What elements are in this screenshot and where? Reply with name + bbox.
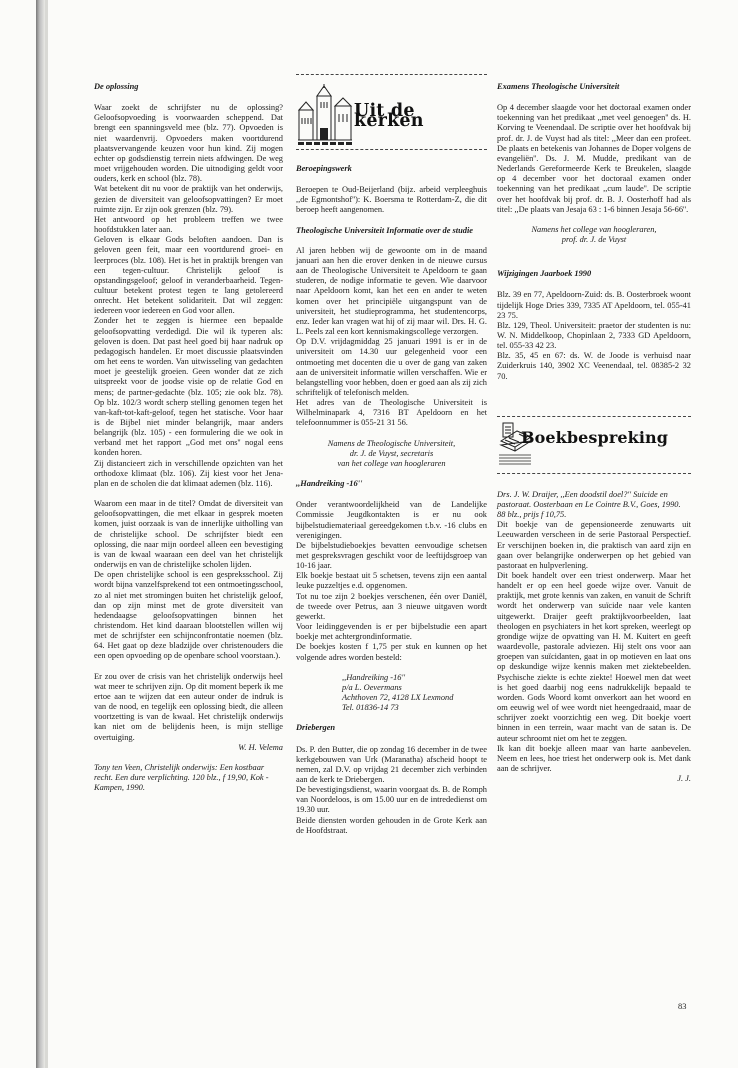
paragraph: Waarom een maar in de titel? Omdat de diversiteit van geloofsopvattingen, die met elkaar in gesprek moeten komen, juist oorzaak is van de innerlijke uitholling van de christelijke school. De schrijfster biedt een oplossing, die naar mijn oordeel alleen een bevestiging is van de kwaal waaraan een deel van het christelijk onderwijs en van de christelijke scholen lijden. [94,499,283,570]
paragraph: Op 4 december slaagde voor het doctoraal examen onder toekenning van het predikaat ,,met veel genoegen'' ds. H. Korving te Veenendaal. De scriptie over het hoofdvak bij prof. dr. J. de Vuyst had als titel: ,,Meer dan een profeet. De plaats en betekenis van Johannes de Doper volgens de evangeliën''. Ds. J. M. Mudde, predikant van de Nederlands Gereformeerde Kerk te Breukelen, slaagde op 4 december voor het doctoraal examen onder toekenning van het predikaat ,,cum laude''. De scriptie over het hoofdvak bij prof. dr. B. J. Oosterhoff had als titel: ,,De plaats van Jesaja 63 : 1-6 binnen Jesaja 56-66''. [497,103,691,214]
column-left [94,82,283,793]
paragraph: Het adres van de Theologische Universiteit is Wilhelminapark 4, 7316 BT Apeldoorn en het telefoonnummer is 055-21 31 56. [296,398,487,428]
paragraph: Ds. P. den Butter, die op zondag 16 december in de twee kerkgebouwen van Urk (Maranatha) afscheid hoopt te nemen, zal D.V. op vrijdag 21 december zich verbinden aan de kerk te Driebergen. [296,744,487,784]
dashed-divider [296,74,487,75]
address-line: ,,Handreiking -16'' [342,672,406,682]
paragraph: De bijbelstudieboekjes bevatten eenvoudige schetsen met gespreksvragen geschikt voor de leeftijdsgroep van 10-16 jaar. [296,540,487,571]
paragraph: Geloven is elkaar Gods beloften aandoen. Dan is geloven geen feit, maar een voortdurend groei- en leerproces (blz. 108). Het is het in praktijk brengen van een tegen-cultuur. Christelijk geloof is opstandingsgeloof; geloof in veranderbaarheid. Tegen-cultuur betekent protest tegen te lang getolereerd onrecht. Het betekent solidariteit. Dat wil zeggen: iedereen voor iedereen en God voor allen. [94,235,283,316]
binding-edge [45,0,48,1068]
section-heading-examens: Examens Theologische Universiteit [497,82,620,91]
column-middle [296,74,487,836]
paragraph: Waar zoekt de schrijfster nu de oplossing? Geloofsopvoeding is voorwaarden scheppend. Dat brengt een spanningsveld mee (blz. 77). Opvoeden is niet waardenvrij. Opvoeders maken voortdurend plaatsvervangende keuzen voor hun kind. Zij mogen echter op godsdienstig terrein niets afdwingen. De weg moet vrijgehouden worden. Die uitnodiging geldt voor ouders, kerk en school (blz. 78). [94,103,283,184]
paragraph: Dit boek handelt over een triest onderwerp. Maar het handelt er op een heel goede wijze over. Vanuit de praktijk, met grote kennis van zaken, en vanuit de Schrift wordt het onderwerp van suïcide naar vele kanten uitgewerkt. Draijer geeft praktijkvoorbeelden, laat theologen en psychiaters in het kort spreken, weerlegt op grondige wijze de opvatting van H. M. Kuitert en geeft waardevolle, pastorale adviezen. Hij stelt ons voor aan groepen van suïcidanten, gaat in op motieven en laat ons op deskundige wijze kennis maken met ziektebeelden. Psychische ziekte is echte ziekte! Hoewel men dat weet is het goed daarbij nog eens nadrukkelijk bepaald te worden. Gods Woord komt onverkort aan het woord en om eeuwig wel of wee wordt niet heengedraaid, maar de schrijver zoekt voorzichtig een weg. Dit boekje voert binnen in een terrein, waar macht van de satan is. De auteur schroomt niet om het te zeggen. [497,571,691,743]
paragraph: De bevestigingsdienst, waarin voorgaat ds. B. de Romph van Noordeloos, is om 15.00 uur en de intrededienst om 19.30 uur. [296,785,487,815]
section-heading-theologische-universiteit: Theologische Universiteit Informatie over de studie [296,225,474,235]
paragraph: De open christelijke school is een gespreksschool. Zij wordt bijna vanzelfsprekend tot een ontmoetingsschool, zo al niet met stromingen buiten het christelijk geloof, dan op zijn minst met de grote diversiteit van hedendaagse geloofsopvattingen binnen het christendom. Het kind daaraan blootstellen willen wij met de schrijfster een schijnconfrontatie noemen (blz. 64. Het gaat op deze bladzijde over christenouders die een open opvoeding op de openbare school voorstaan.). [94,570,283,661]
section-heading-handreiking: ,,Handreiking -16'' [296,479,363,489]
paragraph: De boekjes kosten f 1,75 per stuk en kunnen op het volgende adres worden besteld: [296,642,487,662]
column-right [497,82,691,784]
address-line: Achthoven 72, 4128 LX Lexmond [342,693,454,703]
author-signature: W. H. Velema [238,742,283,752]
signature-line: Namens het college van hoogleraren, [531,224,657,234]
paragraph: Er zou over de crisis van het christelijk onderwijs heel wat meer te schrijven zijn. Op dit moment beperk ik me ertoe aan te wijzen dat een auteur onder de indruk is van de nood, en tegelijk een oplossing biedt, die alleen voortzetting is van de kwaal. Het christelijk onderwijs kan niet om de belijdenis heen, is mijn stellige overtuiging. [94,671,283,742]
paragraph: Ik kan dit boekje alleen maar van harte aanbevelen. Neem en lees, hoe triest het onderwerp ook is. Met dank aan de schrijver. [497,743,691,773]
paragraph: Wat betekent dit nu voor de praktijk van het onderwijs, gezien de diversiteit van geloofsopvattingen? Er moet ruimte zijn. Er zijn ook grenzen (blz. 79). [94,184,283,214]
address-line: Tel. 01836-14 73 [342,703,399,713]
paragraph: Voor leidinggevenden is er per bijbelstudie een apart boekje met achtergrondinformatie. [296,622,487,642]
church-icon [296,84,354,146]
section-heading-de-oplossing: De oplossing [94,82,139,91]
review-signature: J. J. [677,774,691,784]
signature-line: van het college van hoogleraren [337,458,446,468]
review-book-reference: Drs. J. W. Draijer, ,,Een doodstil doel?'' Suicide en pastoraat. Oosterbaan en Le Cointre B.V., Goes, 1990. 88 blz., prijs f 10,75. [497,489,681,520]
uit-de-kerken-title: Uit de kerken [354,101,424,132]
paragraph: Dit boekje van de gepensioneerde zenuwarts uit Leeuwarden verscheen in de serie Pastoraal Perspectief. Er verschijnen boeken in, die praktisch van aard zijn en gaan over belangrijke onderwerpen op het gebied van pastoraat en hulpverlening. [497,520,691,570]
paragraph: Beide diensten worden gehouden in de Grote Kerk aan de Hoofdstraat. [296,815,487,835]
address-line: p/a L. Oevermans [342,682,402,692]
paragraph: Op D.V. vrijdagmiddag 25 januari 1991 is er in de universiteit om 14.30 uur gelegenheid voor een ontmoeting met docenten die u over de gang van zaken aan de universiteit informatie willen verschaffen. Wie er belangstelling voor hebben, doen er goed aan als zij zich schriftelijk of telefonisch melden. [296,337,487,397]
paragraph: Zonder het te zeggen is hiermee een bepaalde geloofsopvatting verdedigd. Die wil ik typeren als: geloven is doen. Dat past heel goed bij haar nadruk op pedagogisch handelen. Er moet discussie plaatsvinden om het eens te worden. Van uitwisseling van gedachten moet je geestelijk groeien. Geen wonder dat ze zich uitspreekt voor de joodse visie op de relatie God en mens; de partner-gedachte (blz. 105; zie ook blz. 78). Op blz. 102/3 wordt scherp stelling genomen tegen het van-kaft-tot-kaft-geloof, tegen het statische. Voor haar is de Bijbel niet minder belangrijk, maar anders belangrijk (blz. 105) - een formulering die we ook in verband met het rapport ,,God met ons'' nogal eens konden horen. [94,316,283,458]
paragraph: Blz. 39 en 77, Apeldoorn-Zuid: ds. B. Oosterbroek woont tijdelijk Hoge Dries 339, 7335 AT Apeldoorn, tel. 055-41 23 75. [497,290,691,320]
paragraph: Zij distancieert zich in verschillende opzichten van het orthodoxe klimaat (blz. 106). Zij kiest voor het Jena-plan en de scholen die dat klimaat ademen (blz. 116). [94,458,283,488]
paragraph: Beroepen te Oud-Beijerland (bijz. arbeid verpleeghuis ,,de Egmontshof''): K. Boersma te Rotterdam-Z, die dit beroep heeft aangenomen. [296,185,487,215]
paragraph: Onder verantwoordelijkheid van de Landelijke Commissie Jeugdkontakten is er nu ook bijbelstudiemateriaal gereedgekomen t.b.v. -16 clubs en verenigingen. [296,500,487,540]
section-heading-driebergen: Driebergen [296,723,336,733]
page-number: 83 [678,1002,687,1011]
signature-line: dr. J. de Vuyst, secretaris [349,448,434,458]
binding-spine [36,0,45,1068]
paragraph: Blz. 129, Theol. Universiteit: praetor der studenten is nu: W. N. Middelkoop, Chopinlaan 2, 7333 GD Apeldoorn, tel. 055-33 42 23. [497,320,691,351]
book-reference: Tony ten Veen, Christelijk onderwijs: Een kostbaar recht. Een dure verplichting. 120 blz., f 19,90, Kok - Kampen, 1990. [94,762,269,793]
uit-de-kerken-header [296,79,487,149]
paragraph: Al jaren hebben wij de gewoonte om in de maand januari aan hen die erover denken in de nieuwe cursus aan de Theologische Universiteit te Apeldoorn te gaan studeren, de nodige informatie te geven. Wie daarvoor naar Apeldoorn komt, kan het een en ander te weten komen over het principiële uitgangspunt van de universiteit, het studieprogramma, het studentencorps, enz. Ieder kan vragen wat hij of zij maar wil. Drs. H. G. L. Peels zal een kort kennismakingscollege verzorgen. [296,245,487,337]
paragraph: Blz. 35, 45 en 67: ds. W. de Joode is verhuisd naar Zuiderkruis 140, 3902 XC Veenendaal, tel. 08385-2 32 70. [497,351,691,381]
boekbespreking-title: Boekbespreking [521,427,669,447]
paragraph: Het antwoord op het probleem treffen we twee hoofdstukken later aan. [94,214,283,235]
boekbespreking-header [497,417,691,473]
paragraph: Tot nu toe zijn 2 boekjes verschenen, één over Daniël, de tweede over Petrus, aan 3 nieuwe uitgaven wordt gewerkt. [296,591,487,621]
signature-line: prof. dr. J. de Vuyst [561,235,627,245]
paragraph: Elk boekje bestaat uit 5 schetsen, tevens zijn een aantal leuke puzzeltjes e.d. opgenomen. [296,571,487,591]
signature-line: Namens de Theologische Universiteit, [327,438,456,448]
section-heading-beroepingswerk: Beroepingswerk [296,164,352,173]
section-heading-wijzigingen: Wijzigingen Jaarboek 1990 [497,269,592,279]
